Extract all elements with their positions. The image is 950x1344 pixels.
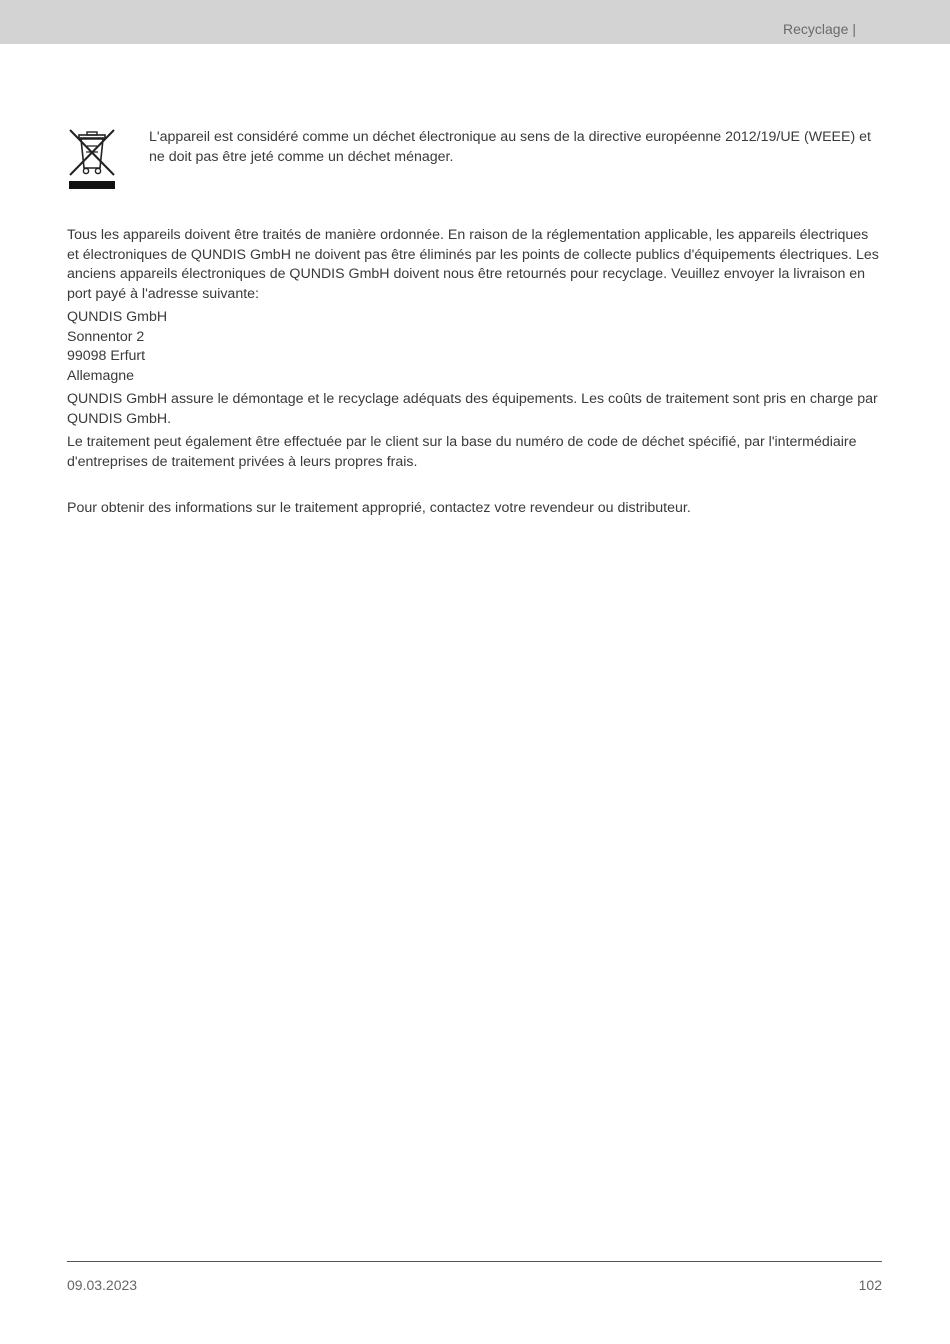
- footer-divider: [67, 1261, 882, 1262]
- address-street: Sonnentor 2: [67, 328, 145, 345]
- page-number: 102: [858, 1277, 882, 1293]
- contact-paragraph: Pour obtenir des informations sur le traitement approprié, contactez votre revendeur ou distributeur.: [67, 500, 691, 516]
- section-title: Recyclage: [782, 21, 849, 37]
- dismantling-paragraph: QUNDIS GmbH assure le démontage et le recyclage adéquats des équipements. Les coûts de traitement sont pris en charge par QUNDIS GmbH.: [67, 391, 878, 427]
- address-company: QUNDIS GmbH: [67, 309, 168, 325]
- recycling-body: [67, 226, 882, 519]
- intro-paragraph: Tous les appareils doivent être traités de manière ordonnée. En raison de la réglementation applicable, les appareils électriques et électroniques de QUNDIS GmbH ne doivent pas être éliminés par les points de collecte publics d'équipements électriques. Les anciens appareils électroniques de QUNDIS GmbH doivent nous être retournés pour recyclage. Veuillez envoyer la livraison en port payé à l'adresse suivante:: [67, 227, 879, 302]
- page-header: [0, 0, 950, 44]
- return-address: [67, 308, 882, 386]
- client-treatment-paragraph: Le traitement peut également être effectuée par le client sur la base du numéro de code de déchet spécifié, par l'intermédiaire d'entreprises de traitement privées à leurs propres frais.: [67, 434, 857, 470]
- footer-date: 09.03.2023: [67, 1277, 138, 1293]
- address-country: Allemagne: [67, 367, 135, 384]
- weee-text: L'appareil est considéré comme un déchet électronique au sens de la directive européenne 2012/19/UE (WEEE) et ne doit pas être jeté comme un déchet ménager.: [149, 129, 871, 165]
- crossed-out-wheelie-bin-icon: [67, 128, 117, 191]
- header-section-title: [783, 21, 856, 37]
- header-separator: |: [852, 21, 856, 37]
- address-city: 99098 Erfurt: [67, 348, 146, 364]
